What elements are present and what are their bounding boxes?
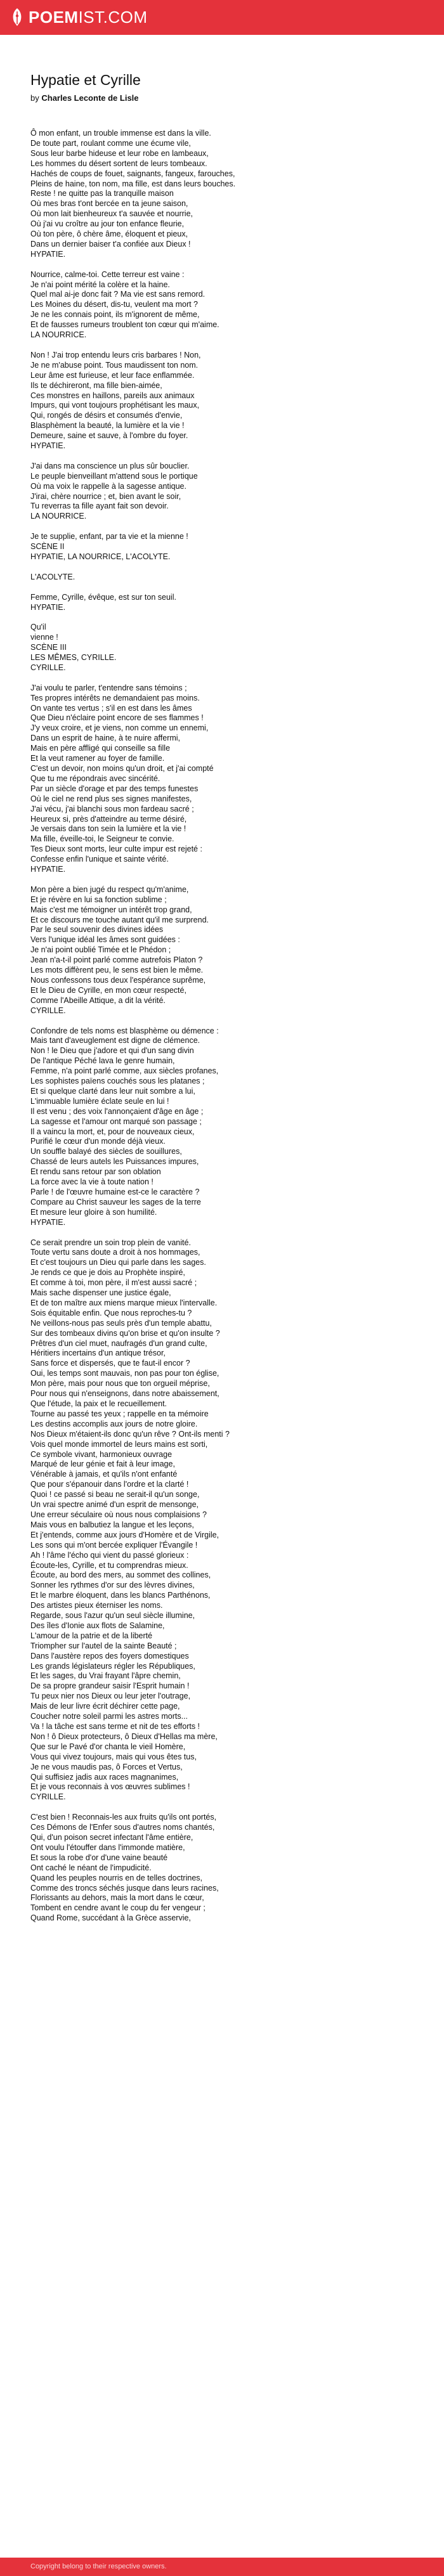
- poem-stanza: Femme, Cyrille, évêque, est sur ton seuil. HYPATIE.: [30, 592, 176, 612]
- byline-prefix: by: [30, 93, 39, 103]
- poem-stanza: J'ai voulu te parler, t'entendre sans témoins ; Tes propres intérêts ne demandaient pas moins. On vante tes vertus ; s'il en est dans les âmes Que Dieu n'éclaire point encore de ses flammes ! J'y veux croire, et je viens, non comme un ennemi, Dans un esprit de haine, à te nuire affermi, Mais en père affligé qui conseille sa fille Et la veut ramener au foyer de famille. C'est un devoir, non moins qu'un droit, et j'ai compté Que tu me répondrais avec sincérité. Par un siècle d'orage et par des temps funestes Où le ciel ne rend plus ses signes manifestes, J'ai vécu, j'ai blanchi sous mon fardeau sacré ; Heureux si, près d'atteindre au terme désiré, Je versais dans ton sein la lumière et la vie ! Ma fille, éveille-toi, le Seigneur te convie. Tes Dieux sont morts, leur culte impur est rejeté : Confesse enfin l'unique et sainte vérité. HYPATIE.: [30, 683, 214, 874]
- poem-stanza: Ô mon enfant, un trouble immense est dans la ville. De toute part, roulant comme une écume vile, Sous leur barbe hideuse et leur robe en lambeaux, Les hommes du désert sortent de leurs tombeaux. Hachés de coups de fouet, saignants, fangeux, farouches, Pleins de haine, ton nom, ma fille, est dans leurs bouches. Reste ! ne quitte pas la tranquille maison Où mes bras t'ont bercée en ta jeune saison, Où mon lait bienheureux t'a sauvée et nourrie, Où j'ai vu croître au jour ton enfance fleurie, Où ton père, ô chère âme, éloquent et pieux, Dans un dernier baiser t'a confiée aux Dieux ! HYPATIE.: [30, 129, 236, 259]
- site-footer: [0, 2558, 444, 2576]
- poem-byline: [30, 93, 411, 103]
- poem-stanza: Nourrice, calme-toi. Cette terreur est vaine : Je n'ai point mérité la colère et la haine. Quel mal ai-je donc fait ? Ma vie est sans remord. Les Moines du désert, dis-tu, veulent ma mort ? Je ne les connais point, ils m'ignorent de même, Et de fausses rumeurs troublent ton cœur qui m'aime. LA NOURRICE.: [30, 269, 219, 340]
- logo-wordmark-bold: POEM: [29, 7, 79, 27]
- site-header: [0, 0, 444, 35]
- poem-content: [30, 71, 411, 1934]
- poem-stanza: Qu'il vienne ! SCÈNE III LES MÊMES, CYRILLE. CYRILLE.: [30, 623, 117, 672]
- poem-stanza: Confondre de tels noms est blasphème ou démence : Mais tant d'aveuglement est digne de clémence. Non ! le Dieu que j'adore et qui d'un sang divin De l'antique Péché lava le genre humain, Femme, n'a point parlé comme, aux siècles profanes, Les sophistes païens couchés sous les platanes ; Et si quelque clarté dans leur nuit sombre a lui, L'immuable lumière éclate seule en lui ! Il est venu ; des voix l'annonçaient d'âge en âge ; La sagesse et l'amour ont marqué son passage ; Il a vaincu la mort, et, pour de nouveaux cieux, Purifié le cœur d'un monde déjà vieux. Un souffle balayé des siècles de souillures, Chassé de leurs autels les Puissances impures, Et rendu sans retour par son oblation La force avec la vie à toute nation ! Parle ! de l'œuvre humaine est-ce le caractère ? Compare au Christ sauveur les sages de la terre Et mesure leur gloire à son humilité. HYPATIE.: [30, 1026, 219, 1227]
- poem-stanza: Ce serait prendre un soin trop plein de vanité. Toute vertu sans doute a droit à nos hommages, Et c'est toujours un Dieu qui parle dans les sages. Je rends ce que je dois au Prophète inspiré, Et comme à toi, mon père, il m'est aussi sacré ; Mais sache dispenser une justice égale, Et de ton maître aux miens marque mieux l'intervalle. Sois équitable enfin. Que nous reproches-tu ? Ne veillons-nous pas seuls près d'un temple abattu, Sur des tombeaux divins qu'on brise et qu'on insulte ? Prêtres d'un ciel muet, naufragés d'un grand culte, Héritiers incertains d'un antique trésor, Sans force et dispersés, que te faut-il encor ? Oui, les temps sont mauvais, non pas pour ton église, Mon père, mais pour nous que ton orgueil méprise, Pour nous qui n'enseignons, dans notre abaissement, Que l'étude, la paix et le recueillement. Tourne au passé tes yeux ; rappelle en ta mémoire Les destins accomplis aux jours de notre gloire. Nos Dieux m'étaient-ils donc qu'un rêve ? Ont-ils menti ? Vois quel monde immortel de leurs mains est sorti, Ce symbole vivant, harmonieux ouvrage Marqué de leur génie et fait à leur image, Vénérable à jamais, et qu'ils n'ont enfanté Que pour s'épanouir dans l'ordre et la clarté ! Quoi ! ce passé si beau ne serait-il qu'un songe, Un vrai spectre animé d'un esprit de mensonge, Une erreur séculaire où nous nous complaisions ? Mais vous en balbutiez la langue et les leçons, Et j'entends, comme aux jours d'Homère et de Virgile, Les sons qui m'ont bercée expliquer l'Évangile ! Ah ! l'âme l'écho qui vient du passé glorieux : Écoute-les, Cyrille, et tu comprendras mieux. Écoute, au bord des mers, au sommet des collines, Sonner les rythmes d'or sur des lèvres divines, Et le marbre éloquent, dans les blancs Parthénons, Des artistes pieux éterniser les noms. Regarde, sous l'azur qu'un seul siècle illumine, Des îles d'Ionie aux flots de Salamine, L'amour de la patrie et de la liberté Triompher sur l'autel de la sainte Beauté ; Dans l'austère repos des foyers domestiques Les grands législateurs régler les Républiques, Et les sages, du Vrai frayant l'âpre chemin, De sa propre grandeur saisir l'Esprit humain ! Tu peux nier nos Dieux ou leur jeter l'outrage, Mais de leur livre écrit déchirer cette page, Coucher notre soleil parmi les astres morts... Va ! la tâche est sans terme et nit de tes efforts ! Non ! ô Dieux protecteurs, ô Dieux d'Hellas ma mère, Que sur le Pavé d'or chanta le vieil Homère, Vous qui vivez toujours, mais qui vous êtes tus, Je ne vous maudis pas, ô Forces et Vertus, Qui suffisiez jadis aux races magnanimes, Et je vous reconnais à vos œuvres sublimes ! CYRILLE.: [30, 1238, 230, 1802]
- poem-stanza: Je te supplie, enfant, par ta vie et la mienne ! SCÈNE II HYPATIE, LA NOURRICE, L'ACOLYTE.: [30, 532, 188, 561]
- poem-body: [30, 129, 411, 1924]
- poem-stanza: Non ! J'ai trop entendu leurs cris barbares ! Non, Je ne m'abuse point. Tous maudissent ton nom. Leur âme est furieuse, et leur face enflammée. Ils te déchireront, ma fille bien-aimée, Ces monstres en haillons, pareils aux animaux Impurs, qui vont toujours prophétisant les maux, Qui, rongés de désirs et consumés d'envie, Blasphèment la beauté, la lumière et la vie ! Demeure, saine et sauve, à l'ombre du foyer. HYPATIE.: [30, 350, 201, 451]
- logo-wordmark-thin: IST.COM: [78, 7, 148, 27]
- poem-stanza: J'ai dans ma conscience un plus sûr bouclier. Le peuple bienveillant m'attend sous le portique Où ma voix le rappelle à la sagesse antique. J'irai, chère nourrice ; et, bien avant le soir, Tu reverras ta fille ayant fait son devoir. LA NOURRICE.: [30, 461, 198, 521]
- site-logo-link[interactable]: [10, 6, 148, 28]
- logo-wordmark: [29, 8, 148, 27]
- poem-author: Charles Leconte de Lisle: [41, 93, 139, 103]
- poem-title: Hypatie et Cyrille: [30, 72, 141, 88]
- footer-copyright: Copyright belong to their respective owners.: [30, 2563, 167, 2570]
- quill-logo-icon: [10, 8, 24, 27]
- poem-stanza: C'est bien ! Reconnais-les aux fruits qu'ils ont portés, Ces Démons de l'Enfer sous d'autres noms chantés, Qui, d'un poison secret infectant l'âme entière, Ont voulu l'étouffer dans l'immonde matière, Et sous la robe d'or d'une vaine beauté Ont caché le néant de l'impudicité. Quand les peuples nourris en de telles doctrines, Comme des troncs séchés jusque dans leurs racines, Florissants au dehors, mais la mort dans le cœur, Tombent en cendre avant le coup du fer vengeur ; Quand Rome, succédant à la Grèce asservie,: [30, 1813, 219, 1923]
- poem-stanza: L'ACOLYTE.: [30, 572, 75, 581]
- poem-stanza: Mon père a bien jugé du respect qu'm'anime, Et je révère en lui sa fonction sublime ; Mais c'est me témoigner un intérêt trop grand, Et ce discours me touche autant qu'il me surprend. Par le seul souvenir des divines idées Vers l'unique idéal les âmes sont guidées : Je n'ai point oublié Timée et le Phédon ; Jean n'a-t-il point parlé comme autrefois Platon ? Les mots diffèrent peu, le sens est bien le même. Nous confessons tous deux l'espérance suprême, Et le Dieu de Cyrille, en mon cœur respecté, Comme l'Abeille Attique, a dit la vérité. CYRILLE.: [30, 884, 209, 1015]
